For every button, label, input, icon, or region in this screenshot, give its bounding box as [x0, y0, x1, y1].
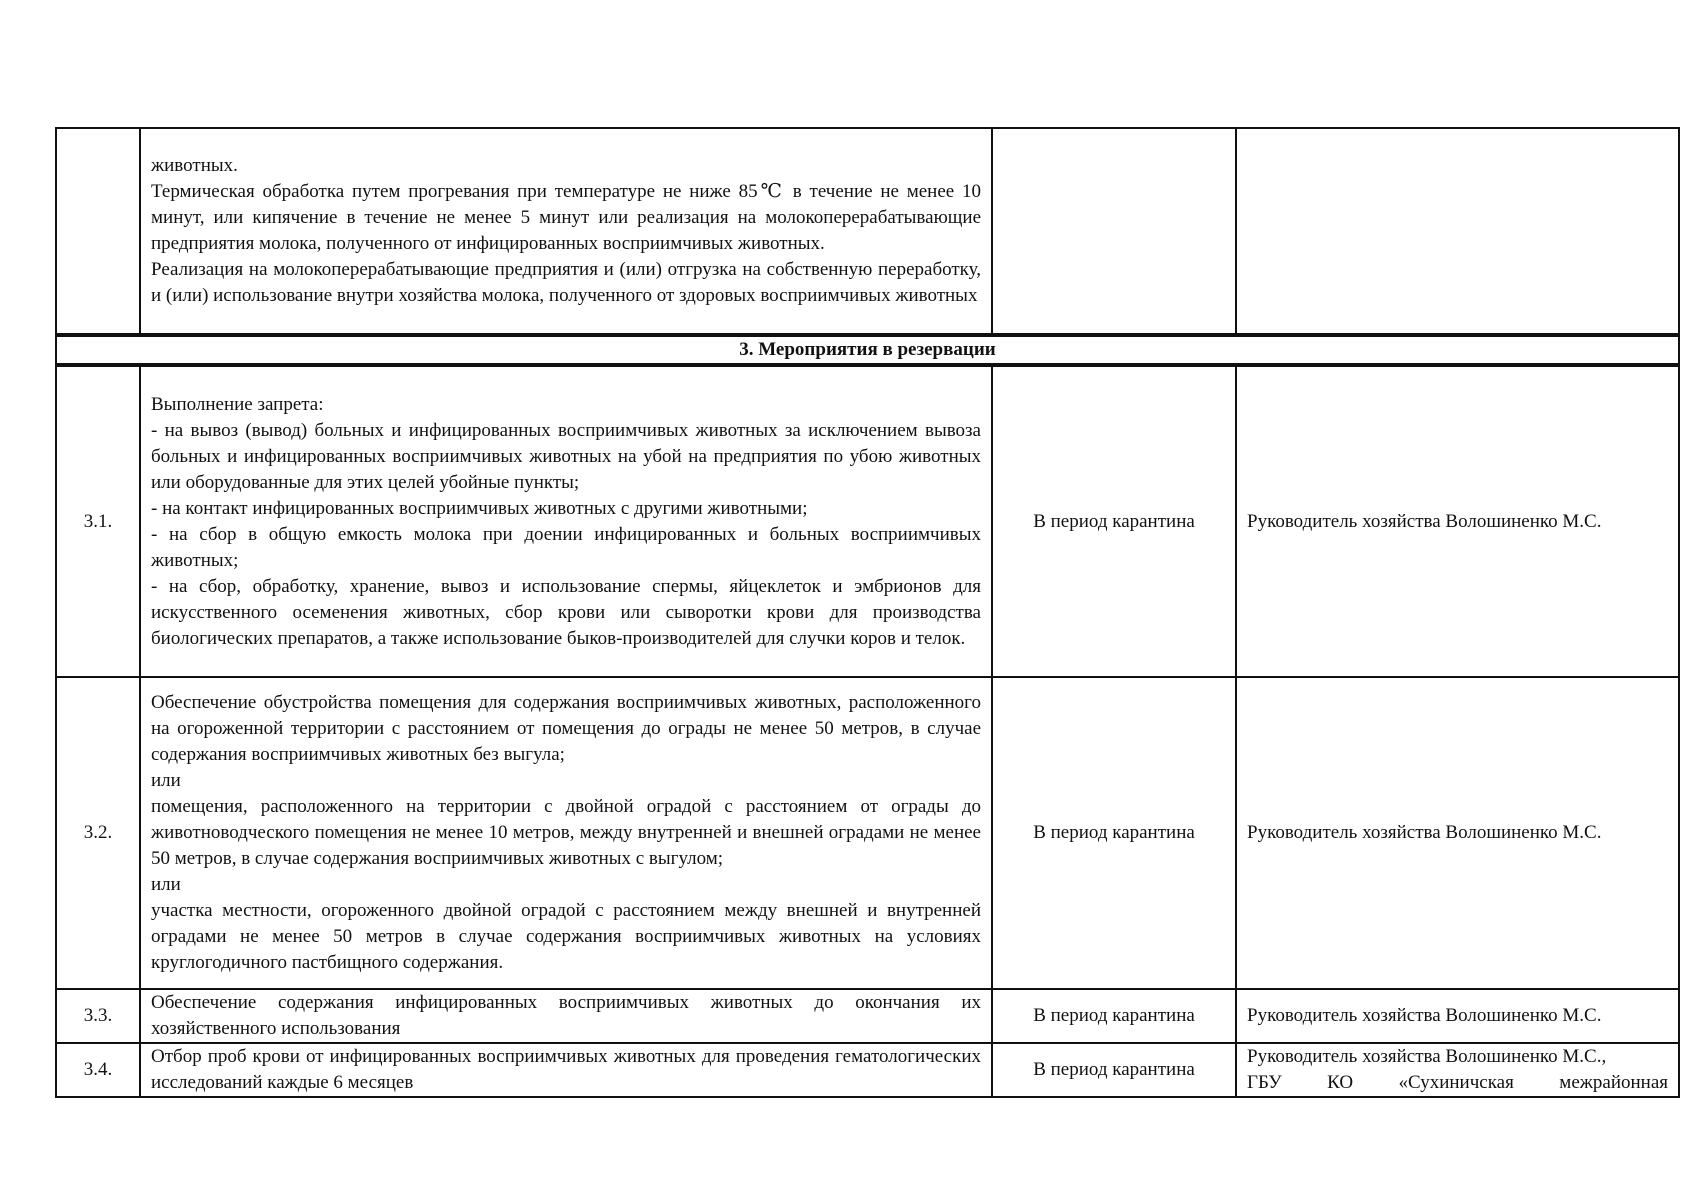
- term-cell: В период карантина: [992, 989, 1236, 1043]
- table-row-3-3: [56, 989, 1679, 1043]
- section-header-row: [56, 335, 1679, 365]
- responsible-cell: Руководитель хозяйства Волошиненко М.С.: [1236, 677, 1679, 989]
- row-number-cell: 3.4.: [56, 1043, 140, 1097]
- table-row-3-4: [56, 1043, 1679, 1097]
- description-line: Термическая обработка путем прогревания при температуре не ниже 85℃ в течение не менее 10 минут, или кипячение в течение не менее 5 минут или реализация на молокоперерабатывающие предприятия молока, полученного от инфицированных восприимчивых животных.: [151, 181, 981, 254]
- description-line: или: [151, 874, 181, 895]
- description-line: участка местности, огороженного двойной оградой с расстоянием между внешней и внутренней оградами не менее 50 метров в случае содержания восприимчивых животных на условиях круглогодичного пастбищного содержания.: [151, 900, 981, 973]
- responsible-line: Руководитель хозяйства Волошиненко М.С.,: [1247, 1046, 1607, 1067]
- responsible-cell: Руководитель хозяйства Волошиненко М.С.: [1236, 365, 1679, 677]
- description-line: помещения, расположенного на территории с двойной оградой с расстоянием от ограды до животноводческого помещения не менее 10 метров, между внутренней и внешней оградами не менее 50 метров, в случае содержания восприимчивых животных с выгулом;: [151, 796, 981, 869]
- description-line: Обеспечение содержания инфицированных восприимчивых животных до окончания их хозяйственного использования: [151, 992, 981, 1039]
- row-number-cell: 3.3.: [56, 989, 140, 1043]
- description-line: или: [151, 770, 181, 791]
- description-line: - на сбор в общую емкость молока при доении инфицированных и больных восприимчивых животных;: [151, 523, 981, 571]
- table-row-3-2: [56, 677, 1679, 989]
- term-cell: В период карантина: [992, 365, 1236, 677]
- term-cell: В период карантина: [992, 1043, 1236, 1097]
- description-line: Реализация на молокоперерабатывающие предприятия и (или) отгрузка на собственную переработку, и (или) использование внутри хозяйства молока, полученного от здоровых восприимчивых животных: [151, 259, 981, 306]
- table-row-3-1: [56, 365, 1679, 677]
- measure-description-cell: [140, 128, 992, 335]
- section-title: 3. Мероприятия в резервации: [56, 335, 1679, 365]
- description-line: - на вывоз (вывод) больных и инфицированных восприимчивых животных за исключением вывоза больных и инфицированных восприимчивых животных на убой на предприятия по убою животных или оборудованные для этих целей убойные пункты;: [151, 419, 981, 493]
- measure-description-cell: [140, 989, 992, 1043]
- measures-table: [55, 127, 1680, 1098]
- measure-description-cell: [140, 365, 992, 677]
- responsible-line: ГБУ КО «Сухиничская межрайонная: [1247, 1072, 1668, 1093]
- term-cell: [992, 128, 1236, 335]
- measure-description-cell: [140, 677, 992, 989]
- row-number-cell: 3.2.: [56, 677, 140, 989]
- description-line: животных.: [151, 155, 238, 176]
- table-row-continued: [56, 128, 1679, 335]
- responsible-cell: Руководитель хозяйства Волошиненко М.С.: [1236, 989, 1679, 1043]
- measure-description-cell: [140, 1043, 992, 1097]
- description-line: - на контакт инфицированных восприимчивых животных с другими животными;: [151, 497, 808, 519]
- description-line: Отбор проб крови от инфицированных восприимчивых животных для проведения гематологических исследований каждые 6 месяцев: [151, 1046, 981, 1093]
- responsible-cell: [1236, 128, 1679, 335]
- term-cell: В период карантина: [992, 677, 1236, 989]
- row-number-cell: [56, 128, 140, 335]
- description-line: Обеспечение обустройства помещения для содержания восприимчивых животных, расположенного на огороженной территории с расстоянием от помещения до ограды не менее 50 метров, в случае содержания восприимчивых животных без выгула;: [151, 692, 981, 765]
- description-line: - на сбор, обработку, хранение, вывоз и использование спермы, яйцеклеток и эмбрионов для искусственного осеменения животных, сбор крови или сыворотки крови для производства биологических препаратов, а также использование быков-производителей для случки коров и телок.: [151, 575, 981, 649]
- responsible-cell: [1236, 1043, 1679, 1097]
- row-number-cell: 3.1.: [56, 365, 140, 677]
- description-line: Выполнение запрета:: [151, 393, 324, 415]
